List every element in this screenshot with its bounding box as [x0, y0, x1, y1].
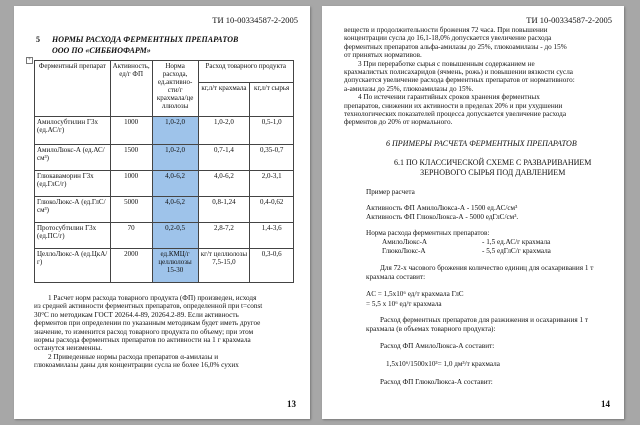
header-product-group: Расход товарного продукта: [198, 61, 293, 83]
table-row: ГлюкоЛюкс-А (ед.ГлС/см³) 5000 4,0-6,2 0,8-1,24 0,4-0,62: [35, 197, 294, 223]
right-page: [322, 6, 624, 419]
continuation-text: веществ и продолжительности брожения 72 часа. При повышении концентрации сусла до 16,1-18,0% допускается увеличение расхода ферментных препаратов альфа-амилазы до 25%, глюкоамилазы - до 15% от принятых нормативов. 3 При переработке сырья с повышенным содержанием не крахмалистых полисахаридов (ячмень, рожь) и повышении вязкости сусла допускается увеличение расхода ферментных препаратов от нормативного: а-амилазы до 25%, глюкоамилазы до 15%. 4 По истечении гарантийных сроков хранения ферментных препаратов, снижении их активности в пределах 20% и при ухудшении технологических показателей процесса допускается увеличение расхода ферментов до 20% от нормального.: [344, 26, 575, 127]
norm-gluco-name: ГлюкоЛюкс-А: [382, 247, 426, 255]
formula-glc: = 5,5 x 10⁶ ед/т крахмала: [366, 300, 442, 308]
hours-line-1: Для 72-х часового брожения количество единиц для осахаривания 1 т: [380, 264, 594, 272]
notes-text: 1 Расчет норм расхода товарного продукта (ФП) произведен, исходя из средней активности ферментных препаратов, определенной при t=const 30°C по методикам ГОСТ 20264.4-89, 20264.2-89. Если активность ферментов при определении по указанным методикам будет иметь другое значение, то изменится расход товарного продукта по объему; при этом нормы расхода ферментных препаратов по активности на 1 г крахмала останутся неизменны. 2 Приведенные нормы расхода препаратов α-амилазы и глюкоамилазы даны для концентрации сусла не более 16,0% сухих: [34, 294, 263, 370]
right-page-header: ТИ 10-00334587-2-2005: [526, 15, 612, 25]
example-label: Пример расчета: [366, 188, 415, 196]
formula-ac: AC = 1,5x10⁶ ед/т крахмала ГлС: [366, 290, 464, 298]
section-number: 5: [36, 35, 40, 44]
classic-scheme-subheading: 6.1 ПО КЛАССИЧЕСКОЙ СХЕМЕ С РАЗВАРИВАНИЕМ ЗЕРНОВОГО СЫРЬЯ ПОД ДАВЛЕНИЕМ: [394, 158, 592, 177]
left-page: [14, 6, 310, 419]
table-move-handle-icon[interactable]: +: [27, 57, 32, 63]
header-norm: Норма расхода, ед.активно-сти/г крахмала/це ллюлозы: [152, 61, 198, 117]
per-ton-line-1: Расход ферментных препаратов для разжижения и осахаривания 1 т: [380, 316, 589, 324]
table-row: Глюкаваморин Г3х (ед.ГлС/г) 1000 4,0-6,2 4,0-6,2 2,0-3,1: [35, 171, 294, 197]
per-ton-line-2: крахмала (в объемах товарного продукта):: [366, 325, 496, 333]
amylo-consumption-formula: 1,5х10⁶/1500х10³= 1,0 дм³/т крахмала: [386, 360, 500, 368]
page-number-right: 14: [601, 399, 610, 409]
left-page-header: ТИ 10-00334587-2-2005: [212, 15, 298, 25]
norm-amylo-name: АмилоЛюкс-А: [382, 238, 428, 246]
norms-label: Норма расхода ферментных препаратов:: [366, 229, 490, 237]
activity-amylo-line: Активность ФП АмилоЛюкса-А - 1500 ед.АС/см³: [366, 204, 518, 212]
enzyme-norms-table: [34, 60, 294, 283]
header-preparation: Ферментный препарат: [35, 61, 111, 117]
activity-gluco-line: Активность ФП ГлюкоЛюкса-А - 5000 едГлС/см³.: [366, 213, 519, 221]
norm-gluco-value: - 5,5 едГлС/г крахмала: [482, 247, 551, 255]
page-number-left: 13: [287, 399, 296, 409]
header-product-raw: кг,л/т сырья: [250, 83, 294, 117]
section-title: 5 НОРМЫ РАСХОДА ФЕРМЕНТНЫХ ПРЕПАРАТОВ ООО ПО «СИББИОФАРМ»: [36, 35, 239, 55]
table-row: ЦеллоЛюкс-А (ед.ЦкА/г) 2000 ед.КМЦ/г целлюлозы 15-30 кг/т целлюлозы 7,5-15,0 0,3-0,6: [35, 249, 294, 283]
norm-amylo-value: - 1,5 ед.АС/г крахмала: [482, 238, 551, 246]
header-activity: Активность, ед/г ФП: [110, 61, 152, 117]
amylo-consumption-label: Расход ФП АмилоЛюкса-А составит:: [380, 342, 495, 350]
hours-line-2: крахмала составит:: [366, 273, 426, 281]
examples-heading: 6 ПРИМЕРЫ РАСЧЕТА ФЕРМЕНТНЫХ ПРЕПАРАТОВ: [386, 139, 577, 148]
table-row: Амилосубтилин Г3х (ед.АС/г) 1000 1,0-2,0 1,0-2,0 0,5-1,0: [35, 117, 294, 145]
header-product-starch: кг,л/т крахмала: [198, 83, 250, 117]
table-row: Протосубтилин Г3х (ед.ПС/г) 70 0,2-0,5 2,8-7,2 1,4-3,6: [35, 223, 294, 249]
table-row: АмилоЛюкс-А (ед.АС/см³) 1500 1,0-2,0 0,7-1,4 0,35-0,7: [35, 145, 294, 171]
gluco-consumption-label: Расход ФП ГлюкоЛюкса-А составит:: [380, 378, 493, 386]
